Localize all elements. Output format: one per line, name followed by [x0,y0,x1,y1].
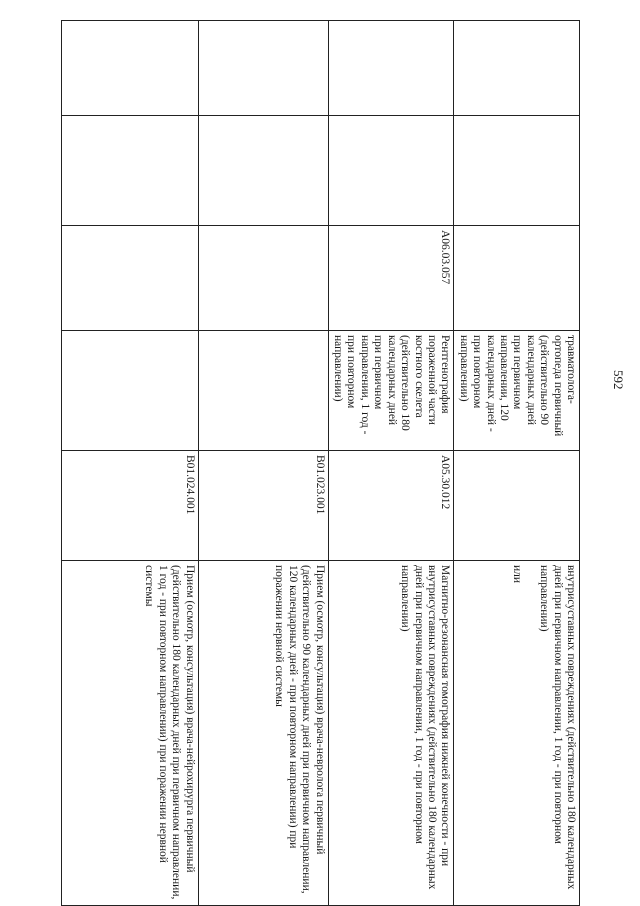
service-name: Рентгенография пораженной части костного скелета (действительно 180 календарных дней при первичном направлении, 1 год - при повторном направлении) [328,331,454,451]
service-name-cell [454,561,580,906]
or-label: или [510,565,523,584]
service-code [198,226,328,331]
blank-cell [198,21,328,116]
service-name: травматолога-ортопеда первичный (действительно 90 календарных дней при первичном направлении, 120 календарных дней - при повторном направлении) [454,331,580,451]
table-row [61,21,198,906]
blank-cell [454,116,580,226]
service-name [198,331,328,451]
table-row [328,21,454,906]
service-code: A05.30.012 [328,451,454,561]
service-name [61,331,198,451]
blank-cell [328,21,454,116]
service-code: B01.023.001 [198,451,328,561]
service-code [61,226,198,331]
blank-cell [61,116,198,226]
table-row [454,21,580,906]
referral-table [61,20,580,906]
table-row [198,21,328,906]
service-code: B01.024.001 [61,451,198,561]
service-code: A06.03.057 [328,226,454,331]
blank-cell [328,116,454,226]
page-number: 592 [611,370,626,390]
service-name: Магнитно-резонансная томография нижней конечности - при внутрисуставных повреждениях (действительно 180 календарных дней при первичном направлении, 1 год - при повторном направлении) [328,561,454,906]
service-name: Прием (осмотр, консультация) врача-нейрохирурга первичный (действительно 180 календарных дней при первичном направлении, 1 год - при повторном направлении) при поражении нервной системы [61,561,198,906]
blank-cell [454,21,580,116]
service-code [454,226,580,331]
blank-cell [198,116,328,226]
service-name: внутрисуставных повреждениях (действительно 180 календарных дней при первичном направлении, 1 год - при повторном направлении) [538,565,577,890]
rotated-page [90,20,626,905]
service-code [454,451,580,561]
service-name: Прием (осмотр, консультация) врача-невролога первичный (действительно 90 календарных дней при первичном направлении, 120 календарных дней - при повторном направлении) при поражении нервной системы [198,561,328,906]
blank-cell [61,21,198,116]
